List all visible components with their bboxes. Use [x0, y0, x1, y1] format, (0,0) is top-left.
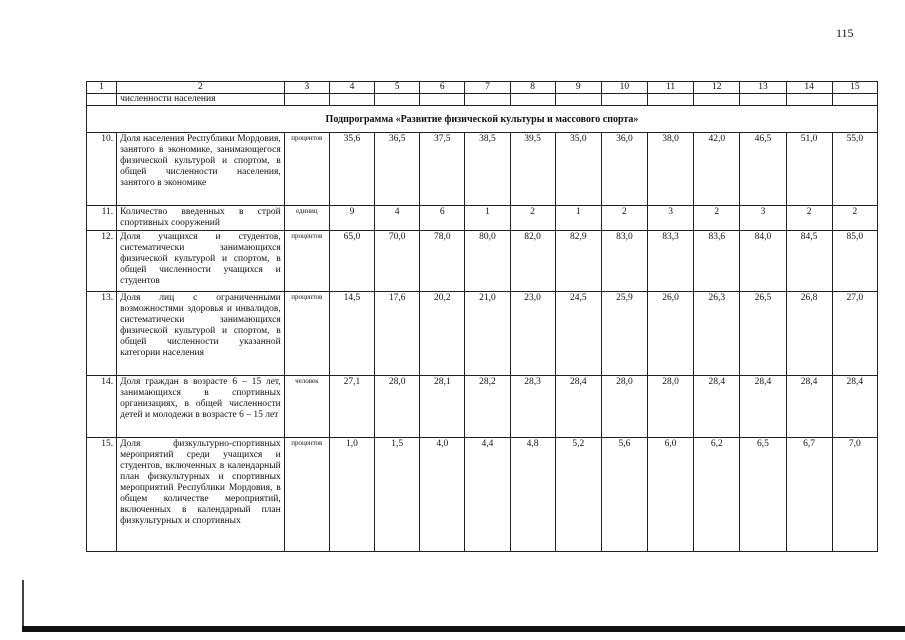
value-cell-4: 35,6: [329, 133, 374, 206]
value-cell-4: 27,1: [329, 376, 374, 438]
value-cell-6: 20,2: [420, 292, 465, 376]
value-cell-15: 27,0: [832, 292, 877, 376]
value-cell-14: 2: [786, 206, 832, 231]
value-cell-15: 7,0: [832, 438, 877, 552]
value-cell-7: 21,0: [465, 292, 510, 376]
value-cell-15: 28,4: [832, 376, 877, 438]
indicator-name: Доля населения Республики Мордовия, занятого в экономике, занимающегося физической культурой и спортом, в общей численности населения, занятого в экономике: [117, 133, 285, 206]
value-cell-6: 28,1: [420, 376, 465, 438]
table-row: [87, 292, 878, 376]
continuation-num-cell: [87, 94, 117, 106]
value-cell-5: 4: [375, 206, 420, 231]
row-number: 13.: [87, 292, 117, 376]
page-number: 115: [836, 26, 854, 40]
value-cell-7: 80,0: [465, 231, 510, 292]
indicator-name: Доля граждан в возрасте 6 – 15 лет, занимающихся в спортивных организациях, в общей численности детей и молодежи в возрасте 6 – 15 лет: [117, 376, 285, 438]
value-cell-11: 3: [648, 206, 694, 231]
value-cell-10: 28,0: [601, 376, 647, 438]
unit-cell: процентов: [284, 292, 329, 376]
value-cell-8: 39,5: [510, 133, 555, 206]
header-col-14: 14: [786, 82, 832, 94]
header-col-4: 4: [329, 82, 374, 94]
indicator-name: Доля лиц с ограниченными возможностями здоровья и инвалидов, систематически занимающихся физической культурой и спортом, в общей численности указанной категории населения: [117, 292, 285, 376]
header-col-15: 15: [832, 82, 877, 94]
table-row: [87, 438, 878, 552]
value-cell-7: 4,4: [465, 438, 510, 552]
header-col-1: 1: [87, 82, 117, 94]
indicators-table: [86, 81, 878, 552]
value-cell-14: 26,8: [786, 292, 832, 376]
header-col-6: 6: [420, 82, 465, 94]
value-cell-5: 70,0: [375, 231, 420, 292]
header-col-13: 13: [740, 82, 786, 94]
value-cell-12: 6,2: [694, 438, 740, 552]
value-cell-9: 5,2: [555, 438, 601, 552]
table-row: [87, 376, 878, 438]
value-cell-9: 82,9: [555, 231, 601, 292]
value-cell-10: 83,0: [601, 231, 647, 292]
subprogram-row: [87, 106, 878, 133]
unit-cell: процентов: [284, 231, 329, 292]
value-cell-11: 38,0: [648, 133, 694, 206]
unit-cell: единиц: [284, 206, 329, 231]
value-cell-9: 24,5: [555, 292, 601, 376]
value-cell-6: 37,5: [420, 133, 465, 206]
value-cell-4: 1,0: [329, 438, 374, 552]
table-row: [87, 133, 878, 206]
unit-cell: процентов: [284, 438, 329, 552]
value-cell-4: 9: [329, 206, 374, 231]
value-cell-14: 6,7: [786, 438, 832, 552]
value-cell-12: 83,6: [694, 231, 740, 292]
value-cell-9: 35,0: [555, 133, 601, 206]
continuation-text: численности населения: [117, 94, 285, 106]
table-row: [87, 206, 878, 231]
unit-cell: человек: [284, 376, 329, 438]
value-cell-10: 5,6: [601, 438, 647, 552]
value-cell-14: 84,5: [786, 231, 832, 292]
value-cell-11: 83,3: [648, 231, 694, 292]
value-cell-11: 26,0: [648, 292, 694, 376]
header-col-10: 10: [601, 82, 647, 94]
value-cell-12: 26,3: [694, 292, 740, 376]
header-col-3: 3: [284, 82, 329, 94]
row-number: 14.: [87, 376, 117, 438]
scan-bottom-bar: [22, 626, 905, 632]
value-cell-9: 28,4: [555, 376, 601, 438]
value-cell-10: 2: [601, 206, 647, 231]
header-col-7: 7: [465, 82, 510, 94]
value-cell-6: 6: [420, 206, 465, 231]
scan-edge: [22, 580, 24, 630]
unit-cell: процентов: [284, 133, 329, 206]
value-cell-7: 38,5: [465, 133, 510, 206]
header-row: [87, 82, 878, 94]
header-col-9: 9: [555, 82, 601, 94]
value-cell-13: 6,5: [740, 438, 786, 552]
header-col-12: 12: [694, 82, 740, 94]
value-cell-7: 1: [465, 206, 510, 231]
table-row: [87, 231, 878, 292]
header-col-11: 11: [648, 82, 694, 94]
indicator-name: Доля физкультурно-спортивных мероприятий среди учащихся и студентов, включенных в календарный план физкультурных и спортивных мероприятий Республики Мордовия, в общем количестве мероприятий, включенных в календарный план физкультурных и спортивных: [117, 438, 285, 552]
value-cell-7: 28,2: [465, 376, 510, 438]
value-cell-8: 82,0: [510, 231, 555, 292]
value-cell-12: 2: [694, 206, 740, 231]
value-cell-10: 36,0: [601, 133, 647, 206]
header-col-8: 8: [510, 82, 555, 94]
value-cell-13: 84,0: [740, 231, 786, 292]
value-cell-8: 2: [510, 206, 555, 231]
value-cell-8: 28,3: [510, 376, 555, 438]
indicator-name: Доля учащихся и студентов, систематически занимающихся физической культурой и спортом, в общей численности учащихся и студентов: [117, 231, 285, 292]
value-cell-13: 28,4: [740, 376, 786, 438]
row-number: 15.: [87, 438, 117, 552]
value-cell-15: 85,0: [832, 231, 877, 292]
value-cell-15: 2: [832, 206, 877, 231]
value-cell-9: 1: [555, 206, 601, 231]
indicator-name: Количество введенных в строй спортивных сооружений: [117, 206, 285, 231]
value-cell-15: 55,0: [832, 133, 877, 206]
value-cell-13: 26,5: [740, 292, 786, 376]
value-cell-4: 65,0: [329, 231, 374, 292]
value-cell-5: 1,5: [375, 438, 420, 552]
value-cell-11: 28,0: [648, 376, 694, 438]
value-cell-4: 14,5: [329, 292, 374, 376]
value-cell-6: 4,0: [420, 438, 465, 552]
subprogram-title: Подпрограмма «Развитие физической культуры и массового спорта»: [87, 106, 878, 133]
value-cell-14: 51,0: [786, 133, 832, 206]
value-cell-13: 3: [740, 206, 786, 231]
header-col-5: 5: [375, 82, 420, 94]
row-number: 12.: [87, 231, 117, 292]
value-cell-11: 6,0: [648, 438, 694, 552]
row-number: 10.: [87, 133, 117, 206]
value-cell-14: 28,4: [786, 376, 832, 438]
value-cell-5: 36,5: [375, 133, 420, 206]
header-col-2: 2: [117, 82, 285, 94]
continuation-row: [87, 94, 878, 106]
value-cell-12: 28,4: [694, 376, 740, 438]
value-cell-10: 25,9: [601, 292, 647, 376]
value-cell-5: 28,0: [375, 376, 420, 438]
row-number: 11.: [87, 206, 117, 231]
value-cell-8: 4,8: [510, 438, 555, 552]
value-cell-5: 17,6: [375, 292, 420, 376]
value-cell-8: 23,0: [510, 292, 555, 376]
value-cell-12: 42,0: [694, 133, 740, 206]
value-cell-13: 46,5: [740, 133, 786, 206]
value-cell-6: 78,0: [420, 231, 465, 292]
